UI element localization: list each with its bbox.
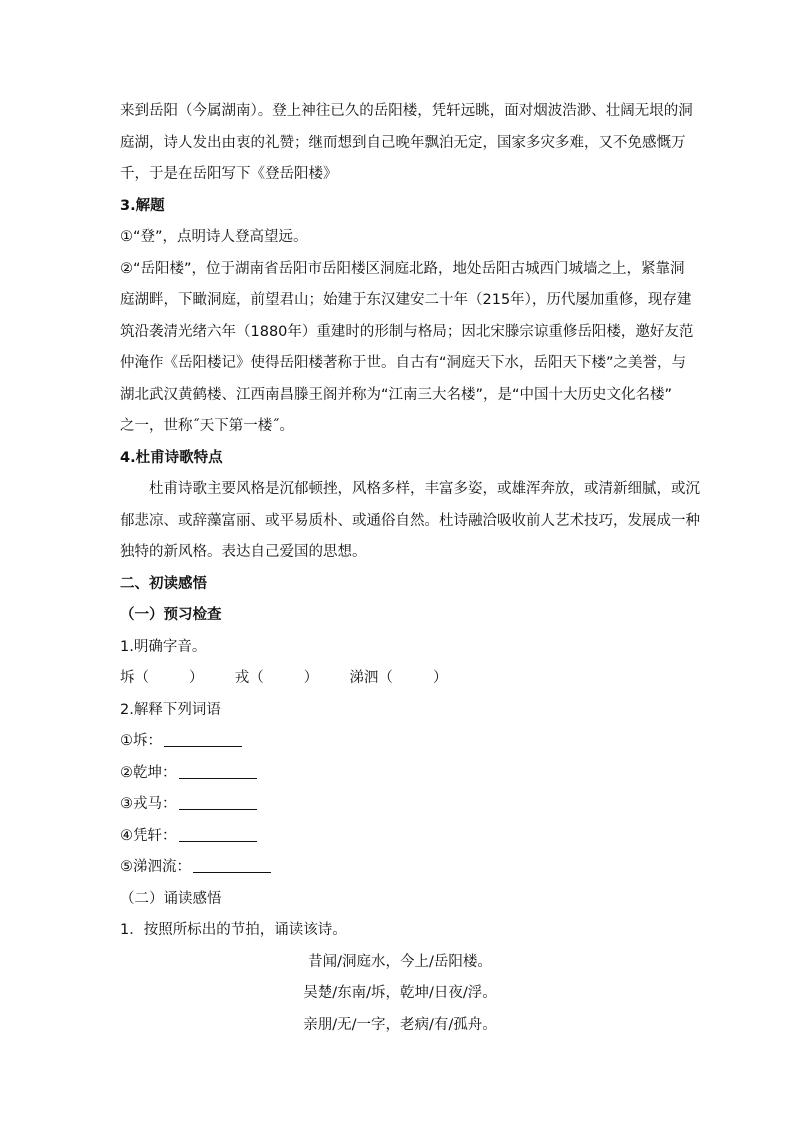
question-pronunciation: 1.明确字音。	[120, 638, 207, 655]
pinyin-item-1: 坼（ ）	[120, 670, 204, 686]
term-item-2: ②乾坤：	[120, 758, 680, 790]
section-3-heading: 3.解题	[120, 197, 165, 214]
title-explanation-item-2-line-3: 筑沿袭清光绪六年（1880年）重建时的形制与格局；因北宋滕宗谅重修岳阳楼，邀好友范	[120, 323, 694, 340]
question-recite: 1．按照所标出的节拍，诵读该诗。	[120, 922, 347, 938]
question-explain-terms: 2.解释下列词语	[120, 701, 221, 718]
term-answer-blank-5[interactable]	[193, 856, 271, 873]
pinyin-item-2: 戎（ ）	[234, 670, 319, 686]
title-explanation-item-2-line-4: 仲淹作《岳阳楼记》使得岳阳楼著称于世。自古有“洞庭天下水，岳阳天下楼”之美誉，与	[120, 355, 687, 371]
dufu-style-line-2: 郁悲凉、或辞藻富丽、或平易质朴、或通俗自然。杜诗融洽吸收前人艺术技巧，发展成一种	[120, 512, 700, 529]
dufu-style-line-3: 独特的新风格。表达自己爱国的思想。	[120, 544, 367, 560]
term-answer-blank-3[interactable]	[179, 793, 257, 810]
title-explanation-item-2-line-5: 湖北武汉黄鹤楼、江西南昌滕王阁并称为“江南三大名楼”，是“中国十大历史文化名楼”	[120, 386, 673, 403]
document-page	[120, 96, 700, 1041]
background-line-2: 庭湖，诗人发出由衷的礼赞；继而想到自己晚年飘泊无定，国家多灾多难，又不免感慨万	[120, 134, 686, 151]
term-item-1: ①坼：	[120, 726, 680, 758]
title-explanation-item-2-line-6: 之一，世称˝天下第一楼˝。	[120, 418, 294, 434]
recitation-heading: （二）诵读感悟	[120, 890, 222, 907]
preview-check-heading: （一）预习检查	[120, 607, 222, 623]
pinyin-row	[120, 663, 680, 695]
term-item-4: ④凭轩：	[120, 821, 680, 853]
background-line-1: 来到岳阳（今属湖南）。登上神往已久的岳阳楼，凭轩远眺，面对烟波浩渺、壮阔无垠的洞	[120, 103, 693, 119]
poem-line-3: 亲朋/无/一字，老病/有/孤舟。	[303, 1016, 497, 1033]
term-item-3: ③戎马：	[120, 789, 680, 821]
poem-line-1: 昔闻/洞庭水，今上/岳阳楼。	[308, 953, 492, 970]
term-answer-blank-1[interactable]	[164, 730, 242, 747]
title-explanation-item-2-line-1: ②“岳阳楼”，位于湖南省岳阳市岳阳楼区洞庭北路，地处岳阳古城西门城墙之上，紧靠洞	[120, 260, 685, 277]
term-answer-blank-2[interactable]	[179, 762, 257, 779]
title-explanation-item-1: ①“登”，点明诗人登高望远。	[120, 229, 308, 245]
poem-line-2: 吴楚/东南/坼，乾坤/日夜/浮。	[303, 985, 497, 1001]
title-explanation-item-2-line-2: 庭湖畔，下瞰洞庭，前望君山；始建于东汉建安二十年（215年），历代屡加重修，现存建	[120, 292, 692, 308]
section-4-heading: 4.杜甫诗歌特点	[120, 449, 223, 466]
background-line-3: 千，于是在岳阳写下《登岳阳楼》	[120, 166, 338, 182]
term-answer-blank-4[interactable]	[179, 825, 257, 842]
part-2-heading: 二、初读感悟	[120, 575, 207, 592]
term-item-5: ⑤涕泗流：	[120, 852, 680, 884]
pinyin-item-3: 涕泗（ ）	[349, 670, 448, 686]
dufu-style-line-1: 杜甫诗歌主要风格是沉郁顿挫，风格多样，丰富多姿，或雄浑奔放，或清新细腻，或沉	[149, 481, 700, 497]
